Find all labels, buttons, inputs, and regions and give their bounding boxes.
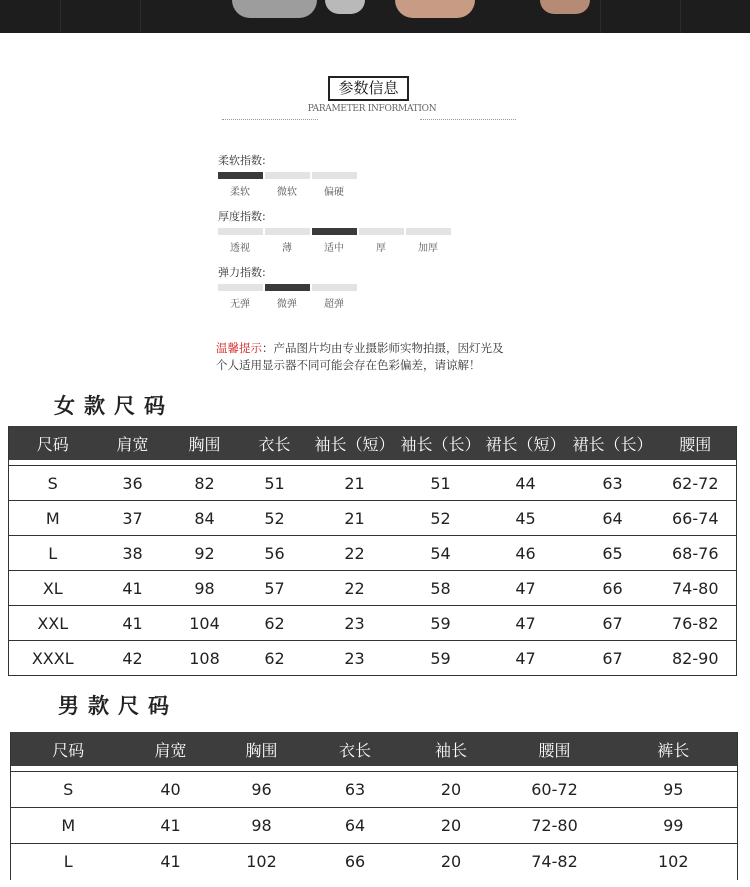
measure-cell: 41	[97, 606, 169, 641]
measure-cell: 58	[401, 571, 481, 606]
indicator-option: 适中	[324, 243, 344, 254]
table-row	[9, 501, 737, 536]
size-cell: M	[11, 808, 126, 844]
measure-cell: 65	[571, 536, 655, 571]
column-header: 衣长	[241, 426, 309, 460]
indicator-option: 微弹	[277, 299, 297, 310]
column-header: 袖长（短）	[309, 426, 401, 460]
indicator-segment	[218, 284, 263, 291]
men-size-table	[10, 732, 738, 880]
parameter-subtitle: PARAMETER INFORMATION	[307, 104, 437, 114]
table-row	[11, 808, 738, 844]
column-header: 胸围	[216, 732, 308, 766]
measure-cell: 45	[481, 501, 571, 536]
indicator-segment-selected	[312, 228, 357, 235]
measure-cell: 102	[610, 844, 738, 880]
measure-cell: 36	[97, 466, 169, 501]
indicator-option: 微软	[277, 187, 297, 198]
table-row	[11, 844, 738, 880]
measure-cell: 98	[169, 571, 241, 606]
measure-cell: 54	[401, 536, 481, 571]
measure-cell: 108	[169, 641, 241, 676]
table-row	[9, 536, 737, 571]
measure-cell: 95	[610, 772, 738, 808]
indicator-segment	[218, 228, 263, 235]
table-row	[9, 571, 737, 606]
size-cell: S	[11, 772, 126, 808]
measure-cell: 68-76	[655, 536, 737, 571]
divider	[222, 119, 318, 120]
table-row	[9, 466, 737, 501]
table-row	[9, 641, 737, 676]
column-header: 腰围	[500, 732, 610, 766]
measure-cell: 47	[481, 641, 571, 676]
measure-cell: 99	[610, 808, 738, 844]
women-size-table	[8, 426, 737, 676]
indicator-option: 加厚	[418, 243, 438, 254]
measure-cell: 56	[241, 536, 309, 571]
measure-cell: 63	[571, 466, 655, 501]
divider	[420, 119, 516, 120]
indicator-segment	[265, 228, 310, 235]
measure-cell: 52	[241, 501, 309, 536]
measure-cell: 63	[308, 772, 403, 808]
measure-cell: 21	[309, 501, 401, 536]
indicator-option: 厚	[376, 243, 386, 254]
indicator-label: 弹力指数:	[218, 266, 266, 279]
indicator-segment	[265, 172, 310, 179]
tip-text-2: 个人适用显示器不同可能会存在色彩偏差，请谅解！	[216, 358, 481, 372]
measure-cell: 82	[169, 466, 241, 501]
product-photo	[0, 0, 750, 33]
warm-tip	[216, 340, 504, 374]
measure-cell: 66-74	[655, 501, 737, 536]
tip-label: 温馨提示	[216, 341, 262, 355]
measure-cell: 60-72	[500, 772, 610, 808]
size-cell: S	[9, 466, 97, 501]
measure-cell: 44	[481, 466, 571, 501]
column-header: 裙长（短）	[481, 426, 571, 460]
measure-cell: 23	[309, 641, 401, 676]
measure-cell: 57	[241, 571, 309, 606]
size-cell: XXL	[9, 606, 97, 641]
measure-cell: 74-82	[500, 844, 610, 880]
column-header: 袖长	[403, 732, 500, 766]
measure-cell: 52	[401, 501, 481, 536]
measure-cell: 41	[126, 808, 216, 844]
indicator-segment	[312, 172, 357, 179]
measure-cell: 41	[97, 571, 169, 606]
measure-cell: 20	[403, 772, 500, 808]
measure-cell: 40	[126, 772, 216, 808]
measure-cell: 59	[401, 606, 481, 641]
column-header: 肩宽	[97, 426, 169, 460]
indicator-option: 无弹	[230, 299, 250, 310]
measure-cell: 22	[309, 571, 401, 606]
measure-cell: 42	[97, 641, 169, 676]
indicator-option: 柔软	[230, 187, 250, 198]
measure-cell: 66	[571, 571, 655, 606]
measure-cell: 62-72	[655, 466, 737, 501]
column-header: 袖长（长）	[401, 426, 481, 460]
indicator-label: 柔软指数:	[218, 154, 266, 167]
measure-cell: 66	[308, 844, 403, 880]
indicator-segment	[406, 228, 451, 235]
size-cell: XXXL	[9, 641, 97, 676]
indicator-option: 薄	[282, 243, 292, 254]
column-header: 裙长（长）	[571, 426, 655, 460]
size-cell: L	[11, 844, 126, 880]
indicator-option: 超弹	[324, 299, 344, 310]
measure-cell: 41	[126, 844, 216, 880]
men-size-title: 男款尺码	[58, 694, 178, 718]
indicator-segment-selected	[265, 284, 310, 291]
indicator-segment	[312, 284, 357, 291]
measure-cell: 98	[216, 808, 308, 844]
measure-cell: 62	[241, 606, 309, 641]
measure-cell: 74-80	[655, 571, 737, 606]
measure-cell: 67	[571, 641, 655, 676]
column-header: 裤长	[610, 732, 738, 766]
women-size-title: 女款尺码	[54, 394, 174, 418]
measure-cell: 22	[309, 536, 401, 571]
column-header: 衣长	[308, 732, 403, 766]
size-cell: XL	[9, 571, 97, 606]
column-header: 尺码	[9, 426, 97, 460]
measure-cell: 20	[403, 808, 500, 844]
column-header: 胸围	[169, 426, 241, 460]
measure-cell: 59	[401, 641, 481, 676]
measure-cell: 51	[401, 466, 481, 501]
measure-cell: 92	[169, 536, 241, 571]
measure-cell: 47	[481, 571, 571, 606]
measure-cell: 62	[241, 641, 309, 676]
size-cell: L	[9, 536, 97, 571]
measure-cell: 96	[216, 772, 308, 808]
measure-cell: 23	[309, 606, 401, 641]
column-header: 尺码	[11, 732, 126, 766]
measure-cell: 51	[241, 466, 309, 501]
measure-cell: 102	[216, 844, 308, 880]
measure-cell: 46	[481, 536, 571, 571]
measure-cell: 84	[169, 501, 241, 536]
table-row	[9, 606, 737, 641]
column-header: 肩宽	[126, 732, 216, 766]
parameter-title: 参数信息	[328, 76, 409, 101]
measure-cell: 20	[403, 844, 500, 880]
measure-cell: 37	[97, 501, 169, 536]
measure-cell: 72-80	[500, 808, 610, 844]
size-cell: M	[9, 501, 97, 536]
table-row	[11, 772, 738, 808]
measure-cell: 47	[481, 606, 571, 641]
measure-cell: 82-90	[655, 641, 737, 676]
measure-cell: 76-82	[655, 606, 737, 641]
column-header: 腰围	[655, 426, 737, 460]
measure-cell: 64	[571, 501, 655, 536]
measure-cell: 67	[571, 606, 655, 641]
measure-cell: 104	[169, 606, 241, 641]
measure-cell: 38	[97, 536, 169, 571]
indicator-option: 偏硬	[324, 187, 344, 198]
indicator-segment-selected	[218, 172, 263, 179]
indicator-segment	[359, 228, 404, 235]
indicator-label: 厚度指数:	[218, 210, 266, 223]
tip-text-1: ：产品图片均由专业摄影师实物拍摄，因灯光及	[262, 341, 504, 355]
measure-cell: 64	[308, 808, 403, 844]
measure-cell: 21	[309, 466, 401, 501]
indicator-option: 透视	[230, 243, 250, 254]
